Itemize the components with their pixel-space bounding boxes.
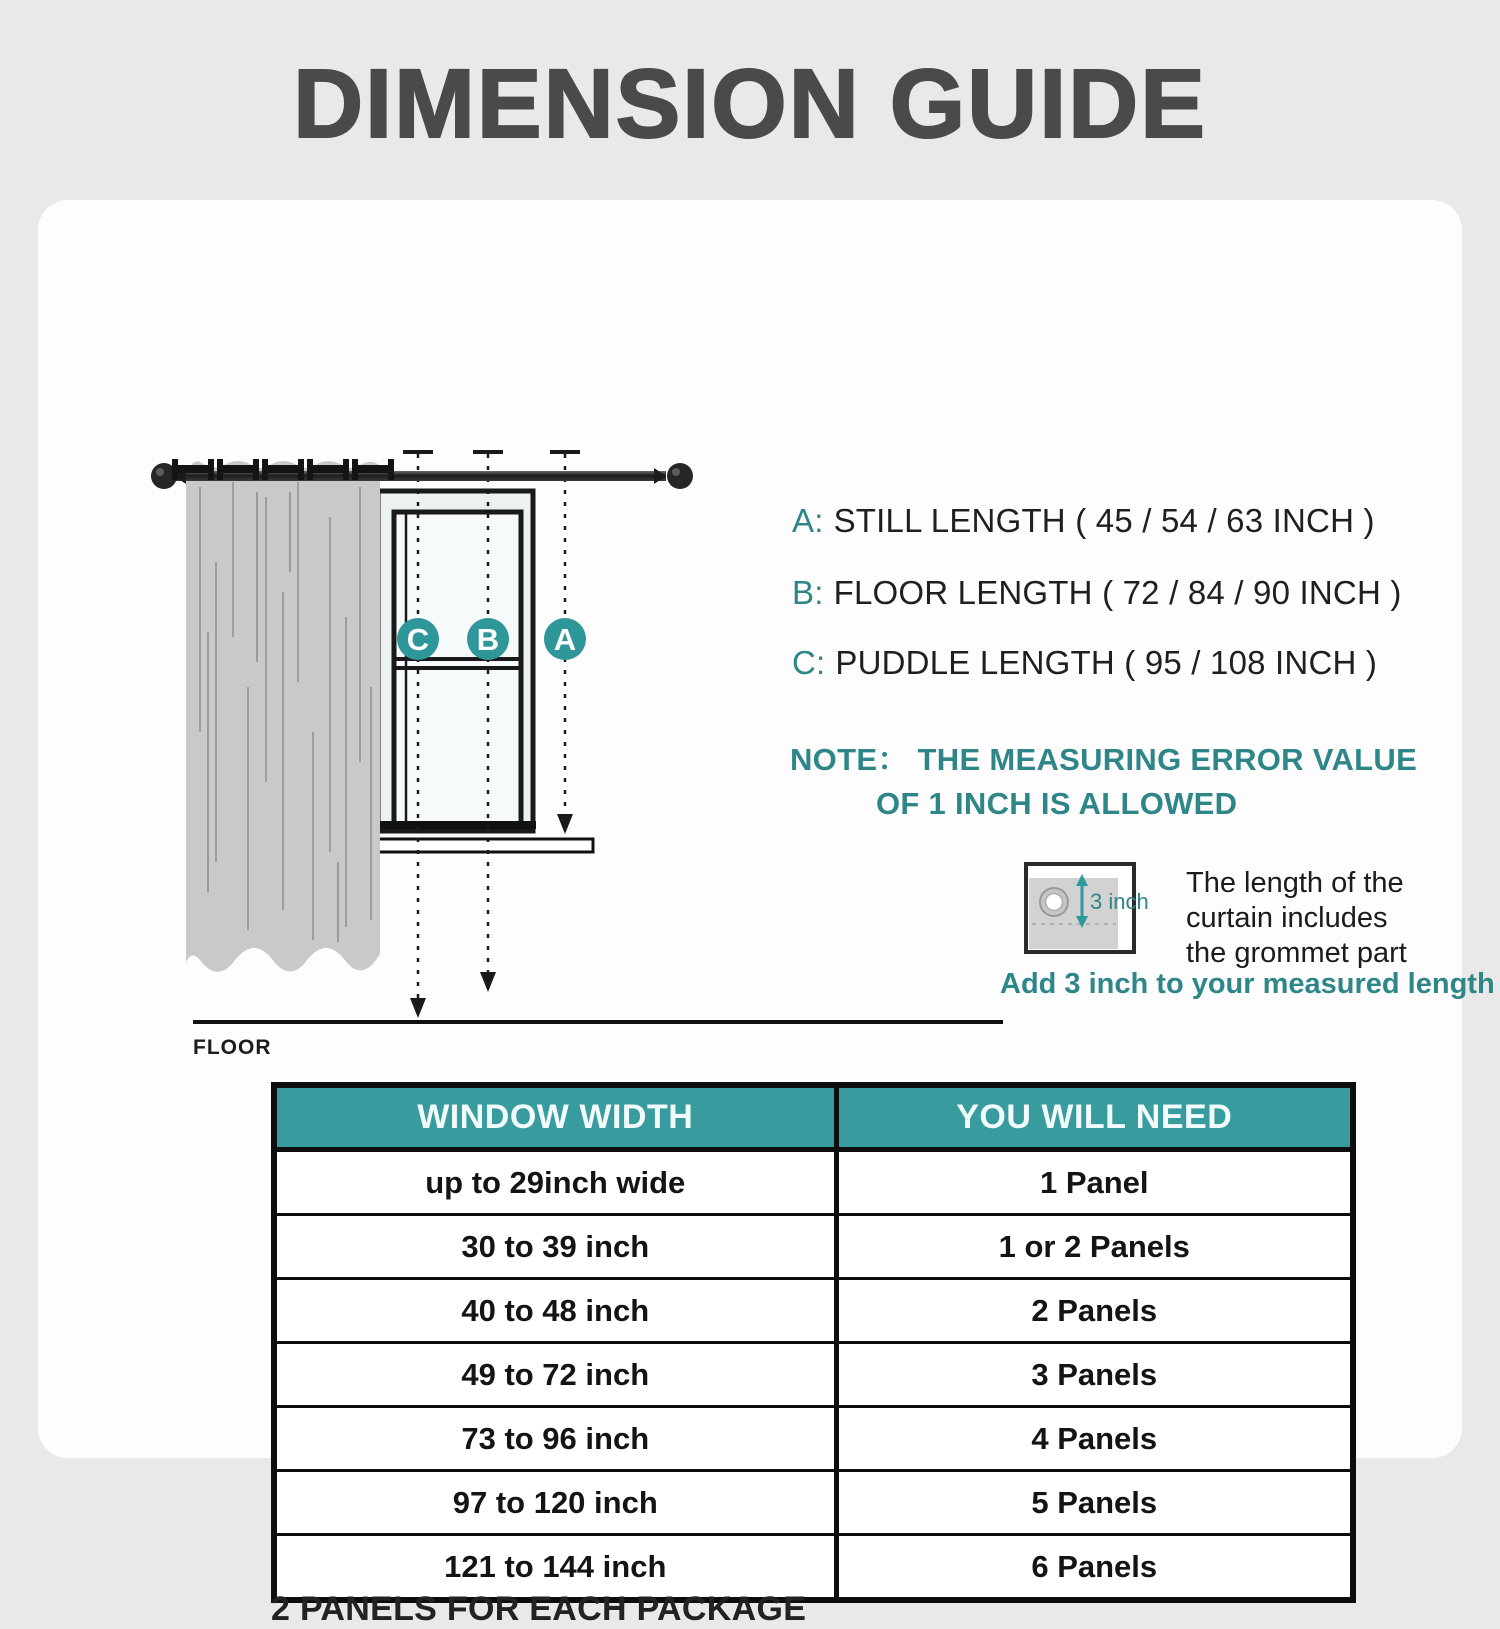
spec-text-c: PUDDLE LENGTH ( 95 / 108 INCH ) — [835, 644, 1378, 681]
panels-needed-cell: 4 Panels — [836, 1407, 1353, 1471]
svg-text:C: C — [406, 622, 430, 657]
column-header-you-will-need: YOU WILL NEED — [836, 1085, 1353, 1150]
panels-needed-cell: 6 Panels — [836, 1535, 1353, 1601]
grommet-desc-line-1: The length of the — [1186, 867, 1404, 899]
panels-needed-cell: 1 or 2 Panels — [836, 1215, 1353, 1279]
panels-needed-cell: 2 Panels — [836, 1279, 1353, 1343]
table-row — [274, 1150, 1353, 1215]
marker-a — [544, 618, 586, 660]
grommet-desc-line-3: the grommet part — [1186, 937, 1407, 969]
window-width-cell: up to 29inch wide — [274, 1150, 836, 1215]
panels-needed-cell: 1 Panel — [836, 1150, 1353, 1215]
marker-b — [467, 618, 509, 660]
marker-c — [397, 618, 439, 660]
spec-text-b: FLOOR LENGTH ( 72 / 84 / 90 INCH ) — [833, 574, 1402, 611]
table-row — [274, 1407, 1353, 1471]
spec-prefix-c: C: — [792, 644, 826, 681]
window-width-cell: 30 to 39 inch — [274, 1215, 836, 1279]
table-header-row — [274, 1085, 1353, 1150]
panels-needed-cell: 5 Panels — [836, 1471, 1353, 1535]
spec-floor-length — [792, 574, 1402, 612]
window-width-cell: 49 to 72 inch — [274, 1343, 836, 1407]
panels-needed-cell: 3 Panels — [836, 1343, 1353, 1407]
guide-card — [38, 200, 1495, 1628]
window-width-cell: 121 to 144 inch — [274, 1535, 836, 1601]
spec-puddle-length — [792, 644, 1377, 682]
measure-markers — [397, 618, 586, 660]
spec-prefix-a: A: — [792, 502, 824, 539]
grommet-tip: Add 3 inch to your measured length — [1000, 968, 1495, 1000]
note-prefix: NOTE： — [790, 742, 909, 777]
spec-prefix-b: B: — [792, 574, 824, 611]
window-width-cell: 73 to 96 inch — [274, 1407, 836, 1471]
window-width-cell: 40 to 48 inch — [274, 1279, 836, 1343]
note-line-1 — [790, 734, 1417, 779]
table-row — [274, 1215, 1353, 1279]
panel-size-table — [271, 1082, 1356, 1603]
column-header-window-width: WINDOW WIDTH — [274, 1085, 836, 1150]
svg-text:A: A — [553, 622, 577, 657]
window-frame — [366, 491, 593, 852]
floor-label: FLOOR — [193, 1036, 272, 1059]
grommet-description — [1186, 866, 1407, 971]
grommet-desc-line-2: curtain includes — [1186, 902, 1388, 934]
package-note: 2 PANELS FOR EACH PACKAGE — [271, 1590, 807, 1628]
curtain-panel — [186, 461, 380, 972]
table-row — [274, 1279, 1353, 1343]
note-text-1: THE MEASURING ERROR VALUE — [917, 742, 1418, 777]
note-line-2: OF 1 INCH IS ALLOWED — [876, 786, 1238, 821]
table-row — [274, 1343, 1353, 1407]
svg-text:B: B — [476, 622, 500, 657]
grommet-figure — [1024, 862, 1204, 958]
floor — [193, 1022, 1003, 1059]
three-inch-label: 3 inch — [1090, 889, 1149, 914]
spec-text-a: STILL LENGTH ( 45 / 54 / 63 INCH ) — [833, 502, 1375, 539]
window-width-cell: 97 to 120 inch — [274, 1471, 836, 1535]
spec-still-length — [792, 502, 1375, 540]
window-sill — [366, 839, 593, 852]
page-title: DIMENSION GUIDE — [293, 49, 1207, 158]
table-row — [274, 1471, 1353, 1535]
